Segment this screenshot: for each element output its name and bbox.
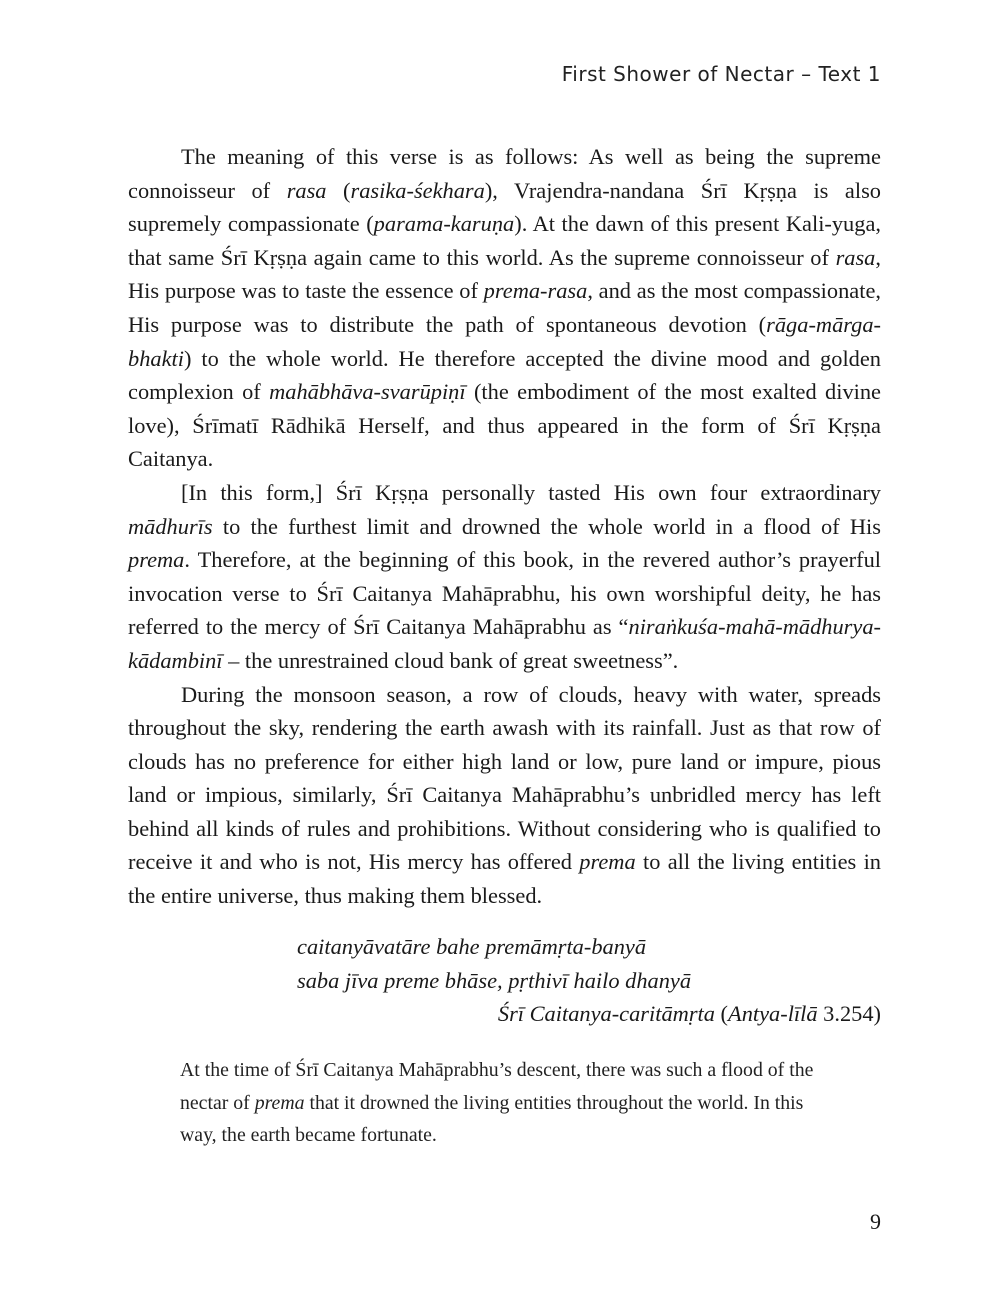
- verse-line-1: caitanyāvatāre bahe premāmṛta-banyā: [297, 934, 647, 959]
- verse-translation: [180, 1054, 830, 1152]
- paragraph-3: During the monsoon season, a row of clouds, heavy with water, spreads throughout the sky, rendering the earth awash with its rainfall. Just as that row of clouds has no preference for either high land or low, pure land or impure, pious land or impious, similarly, Śrī Caitanya Mahāprabhu’s unbridled mercy has left behind all kinds of rules and prohibitions. Without considering who is qualified to receive it and who is not, His mercy has offered prema to all the living entities in the entire universe, thus making them blessed.: [128, 681, 881, 909]
- translation-text: At the time of Śrī Caitanya Mahāprabhu’s descent, there was such a flood of the nectar of prema that it drowned the living entities throughout the world. In this way, the earth became fortunate.: [180, 1059, 814, 1146]
- commentary-body: [128, 140, 881, 913]
- paragraph-1: The meaning of this verse is as follows: As well as being the supreme connoisseur of rasa (rasika-śekhara), Vrajendra-nandana Śrī Kṛṣṇa is also supremely compassionate (parama-karuṇa). At the dawn of this present Kali-yuga, that same Śrī Kṛṣṇa again came to this world. As the supreme connoisseur of rasa, His purpose was to taste the essence of prema-rasa, and as the most compassionate, His purpose was to distribute the path of spontaneous devotion (rāga-mārga-bhakti) to the whole world. He therefore accepted the divine mood and golden complexion of mahābhāva-svarūpiṇī (the embodiment of the most exalted divine love), Śrīmatī Rādhikā Herself, and thus appeared in the form of Śrī Kṛṣṇa Caitanya.: [128, 144, 881, 472]
- page-number: 9: [870, 1209, 881, 1234]
- verse-block: [297, 930, 881, 1031]
- verse-citation: Śrī Caitanya-caritāmṛta (Antya-līlā 3.254): [497, 1001, 881, 1027]
- verse-line-2: saba jīva preme bhāse, pṛthivī hailo dhanyā: [297, 967, 692, 993]
- paragraph-2: [In this form,] Śrī Kṛṣṇa personally tasted His own four extraordinary mādhurīs to the furthest limit and drowned the whole world in a flood of His prema. Therefore, at the beginning of this book, in the revered author’s prayerful invocation verse to Śrī Caitanya Mahāprabhu, his own worshipful deity, he has referred to the mercy of Śrī Caitanya Mahāprabhu as “niraṅkuśa-mahā-mādhurya-kādambinī – the unrestrained cloud bank of great sweetness”.: [128, 479, 881, 673]
- running-head: First Shower of Nectar – Text 1: [561, 62, 881, 86]
